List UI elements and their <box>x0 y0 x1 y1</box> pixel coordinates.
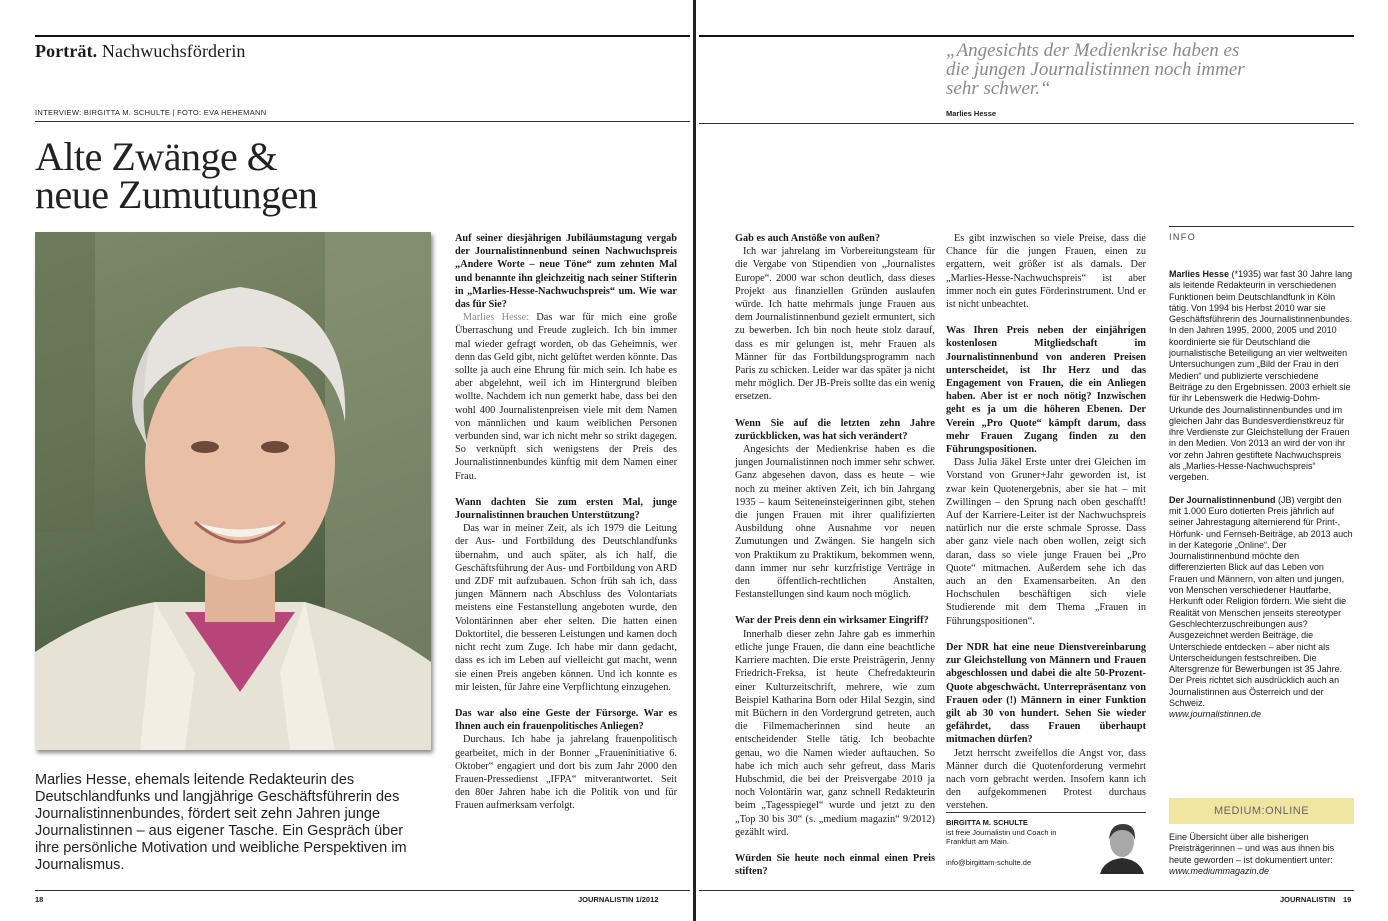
info-paragraph-1 <box>1169 269 1354 484</box>
footer-magazine-right: JOURNALISTIN <box>1280 895 1336 904</box>
pull-quote: „Angesichts der Medienkrise haben es die jungen Journalistinnen noch immer sehr schwer.“ <box>946 40 1245 99</box>
pull-quote-author: Marlies Hesse <box>946 109 997 118</box>
page-number-left: 18 <box>35 895 44 904</box>
paragraph-text: Gab es auch Anstöße von außen? <box>735 233 881 244</box>
quote-rule <box>699 123 1354 124</box>
medium-online-link[interactable]: www.mediummagazin.de <box>1169 865 1270 876</box>
interview-answer <box>735 443 935 601</box>
headline-line-2: neue Zumutungen <box>35 172 318 217</box>
paragraph-text: Würden Sie heute noch einmal einen Preis stiften? <box>735 852 935 878</box>
portrait-photo <box>35 232 431 750</box>
interview-question <box>455 232 677 311</box>
interview-answer <box>946 456 1146 628</box>
paragraph-text: Dass Julia Jäkel Erste unter drei Gleichen im Vorstand von Gruner+Jahr geworden ist, ist zwar kein Quotenergebnis, aber sie hat – mit Zwillingen – den Sprung nach oben geschafft! Auf der Karriere-Leiter ist der Nachwuchspreis natürlich nur die erste schmale Sprosse. Dass aber ganz viele nach oben wollen, zeigt sich daran, dass so viele junge Frauen bei „Pro Quote“ mitmachen. Außerdem sehe ich das auch an den Examensarbeiten. An den Hochschulen beschäftigen sich viele Studierende mit dem Thema „Frauen in Führungspositionen“. <box>946 457 1146 627</box>
info-rule <box>1169 226 1354 227</box>
paragraph-text: Innerhalb dieser zehn Jahre gab es immerhin etliche junge Frauen, die dann eine beachtliche Karriere machten. Die erste Preisträgerin, Jenny Friedrich-Freksa, ist heute Chefredakteurin einer Kulturzeitschrift, mehrere, wie zum Beispiel Katharina Born oder Hilal Sezgin, sind mit Büchern in den Vordergrund getreten, auch die Filmemacherinnen sind heute an entscheidender Stelle tätig. Ich beobachte genau, wo die Namen wieder auftauchen. So habe ich mich auch sehr gefreut, dass Maris Hubschmid, die bei der Preisvergabe 2010 ja noch Volontärin war, ganz schnell Redakteurin beim „Tagesspiegel“ wurde und jetzt zu den „Top 30 bis 30“ (s. „medium magazin“ 9/2012) gezählt wird. <box>735 628 935 838</box>
credits-line: INTERVIEW: BIRGITTA M. SCHULTE | FOTO: EVA HEHEMANN <box>35 108 267 117</box>
page-number-right: 19 <box>1343 895 1352 904</box>
interview-answer <box>455 733 677 812</box>
interview-question <box>735 614 935 627</box>
info-text <box>1169 269 1354 721</box>
interview-question <box>735 232 935 245</box>
medium-online-description: Eine Übersicht über alle bisherigen Preisträgerinnen – und was aus ihnen bis heute geworden – ist dokumentiert unter: <box>1169 832 1335 865</box>
info-p2-text: (JB) vergibt den mit 1.000 Euro dotierten Preis jährlich auf seiner Jahrestagung alternierend für Print-, Hörfunk- und Fernseh-Beiträge, ab 2013 auch in der Kategorie „Online“. Der Journalistinnenbund möchte den differenzierten Blick auf das Leben von Frauen und Männern, von alten und jungen, von Menschen verschiedener Hautfarbe, Herkunft oder Religion fördern. Wie sieht die Realität von Menschen jenseits stereotyper Geschlechterzuschreibungen aus? Ausgezeichnet werden Beiträge, die Unterschiede entdecken – aber nicht als Unterscheidungen festschreiben. Die Altersgrenze für Bewerbungen ist 35 Jahre. Der Preis richtet sich ausdrücklich auch an Journalistinnen aus Österreich und der Schweiz. <box>1169 494 1353 708</box>
paragraph-text: Das war für mich eine große Überraschung und Freude zugleich. Ich bin immer mal wieder gefragt worden, ob das Geheimnis, wer denn das Geld gibt, nicht gelüftet werden könnte. Das sollte ja auch eine Ehrung für mich sein. Ich habe es aber abgelehnt, weil ich im Hintergrund bleiben wollte. Nachdem ich nun gemerkt habe, dass bei den wohl 400 Journalistenpreisen viele mit dem Namen von männlichen und kaum weiblichen Personen verbunden sind, war ich nicht mehr so strikt dagegen. So verknüpft sich wenigstens der Preis des Journalistinnenbundes künftig mit dem Namen einer Frau. <box>455 312 677 482</box>
footer-magazine-left: JOURNALISTIN 1/2012 <box>578 895 659 904</box>
credits-rule <box>35 121 690 122</box>
medium-online-box: MEDIUM:ONLINE <box>1169 798 1354 824</box>
footer-rule-right <box>699 890 1354 891</box>
paragraph-text: Ich war jahrelang im Vorbereitungsteam für die Vergabe von Stipendien von „Journalistes Europe“. 2000 war schon deutlich, dass dieses Projekt aus finanziellen Gründen auslaufen würde. Ich hatte mehrmals junge Frauen aus dem Journalistinnenbund gezielt ermuntert, sich zu bewerben. Ich bin noch heute stolz darauf, dass es mir gelungen ist, mehr Frauen als Männer für das Fortbildungsprogramm nach Paris zu schicken. Leider war das später ja nicht mehr möglich. Der JB-Preis sollte das ein wenig ersetzen. <box>735 246 935 403</box>
interview-question <box>455 496 677 522</box>
interview-question <box>946 641 1146 747</box>
paragraph-text: Wann dachten Sie zum ersten Mal, junge Journalistinnen brauchen Unterstützung? <box>455 496 677 522</box>
paragraph-text: Es gibt inzwischen so viele Preise, dass die Chance für die jungen Frauen, einen zu ergattern, weit größer ist als damals. Der „Marlies-Hesse-Nachwuchspreis“ ist aber immer noch ein gutes Förderinstrument. Und er ist nicht unbeachtet. <box>946 233 1146 311</box>
info-p1-text: (*1935) war fast 30 Jahre lang als leitende Redakteurin in verschiedenen Funktionen beim Deutschlandfunk in Köln tätig. Von 1994 bis Herbst 2010 war sie Geschäftsführerin des Journalistinnenbundes. In den Jahren 1995, 2000, 2005 und 2010 koordinierte sie für Deutschland die journalistische Beteiligung an vier weltweiten Untersuchungen zum „Bild der Frau in den Medien“ und publizierte verschiedene Beiträge zu den Ergebnissen. 2003 erhielt sie für ihr Lebenswerk die Hedwig-Dohm-Urkunde des Journalistinnenbundes und im gleichen Jahr das Bundesverdienstkreuz für ihre Verdienste zur Gleichstellung der Frauen in den Medien. Von 2013 an wird der von ihr vor zehn Jahren gestiftete Nachwuchspreis als „Marlies-Hesse-Nachwuchspreis“ vergeben. <box>1169 269 1353 483</box>
interview-question <box>455 707 677 733</box>
info-p1-bold: Marlies Hesse <box>1169 269 1230 279</box>
interview-answer <box>946 232 1146 311</box>
article-column-1 <box>455 232 677 813</box>
paragraph-text: Jetzt herrscht zweifellos die Angst vor, dass Männer durch die Quotenforderung vermehrt nach vorn gebracht werden. Insofern kann ich den aufgekommenen Protest durchaus verstehen. <box>946 747 1146 812</box>
paragraph-text: Das war in meiner Zeit, als ich 1979 die Leitung der Aus- und Fortbildung des Deutschlandfunks übernahm, und auch später, als ich half, die Geschäftsführung der Aus- und Fortbildung von ARD und ZDF mit aufzubauen. Schon früh sah ich, dass jungen Männern nach Abschluss des Volontariats meistens eine Festanstellung angeboten wurde, den Volontärinnen aber eher selten. Die hatten einen Doktortitel, die besseren Leistungen und kamen doch nicht recht zum Zuge. Ich habe mir dann gedacht, dass es ich im Leben auf vielleicht gut macht, wenn sie einen Preis angeben können. Und ich konnte es mir leisten, für Jahre eine Verpflichtung einzugehen. <box>455 523 677 693</box>
paragraph-text: Was Ihren Preis neben der einjährigen kostenlosen Mitgliedschaft im Journalistinnenbund von anderen Preisen unterscheidet, ist Ihr Herz und das Engagement von Frauen, die ein Anliegen haben. Aber ist er noch nötig? Inzwischen geht es ja um die höheren Ebenen. Der Verein „Pro Quote“ kämpft darum, dass mehr Frauen Zugang finden zu den Führungspositionen. <box>946 325 1146 456</box>
author-email[interactable]: info@birgittam-schulte.de <box>946 858 1032 867</box>
interview-question <box>946 324 1146 456</box>
paragraph-text: War der Preis denn ein wirksamer Eingriff? <box>735 615 929 627</box>
medium-online-text <box>1169 832 1354 877</box>
info-heading: INFO <box>1169 232 1197 242</box>
footer-rule-left <box>35 890 690 891</box>
interview-answer <box>735 628 935 839</box>
headline-line-1: Alte Zwänge & <box>35 134 278 179</box>
paragraph-text: Der NDR hat eine neue Dienstvereinbarung zur Gleichstellung von Männern und Frauen abgeschlossen und dabei die alte 50-Prozent-Quote abgeschwächt. Unterrepräsentanz von Frauen oder (!) Männern in einer Funktion gilt ab 30 von hundert. Sehen Sie wieder gefährdet, dass Frauen überhaupt mitmachen dürfen? <box>946 641 1146 746</box>
interview-question <box>735 417 935 443</box>
article-column-3 <box>946 232 1146 813</box>
headline <box>35 134 318 217</box>
interview-answer <box>455 522 677 694</box>
author-photo <box>1096 818 1148 874</box>
interview-question <box>735 852 935 878</box>
author-name: BIRGITTA M. SCHULTE <box>946 818 1028 827</box>
page-gutter <box>693 0 696 921</box>
paragraph-text: Auf seiner diesjährigen Jubiläumstagung vergab der Journalistinnenbund seinen Nachwuchspreis „Andere Worte – neue Töne“ zum zehnten Mal und benannte ihn gleichzeitig nach seiner Stifterin in „Marlies-Hesse-Nachwuchspreis“ um. Wie war das für Sie? <box>455 233 677 311</box>
top-rule-left <box>35 35 690 37</box>
speaker-label: Marlies Hesse: <box>463 312 530 324</box>
author-rule <box>946 812 1146 813</box>
paragraph-text: Durchaus. Ich habe ja jahrelang frauenpolitisch gearbeitet, mich in der Bonner „Fraueninitiative 6. Oktober“ engagiert und dort bis zum Jahr 2000 den Frauen-Pressedienst „IFPA“ mitverantwortet. Seit den 80er Jahren habe ich die Politik von und für Frauen aufmerksam verfolgt. <box>455 734 677 812</box>
paragraph-text: Angesichts der Medienkrise haben es die jungen Journalistinnen noch immer sehr schwer. Ganz abgesehen davon, dass es heute – wie noch zu meiner aktiven Zeit, ich bin Jahrgang 1935 – kaum Seiteneinsteigerinnen gibt, stehen die jungen Frauen mit ihrer qualifizierten Ausbildung ohne Ausnahme vor neuen Zumutungen und Zwängen. Sie hangeln sich von Praktikum zu Praktikum, bekommen wenn, dann immer nur sehr kurzfristige Verträge in den öffentlich-rechtlichen Anstalten, Festanstellungen sind kaum noch möglich. <box>735 444 935 601</box>
interview-answer <box>946 747 1146 813</box>
subsection-label: Nachwuchsförderin <box>101 41 246 61</box>
article-column-2 <box>735 232 935 878</box>
paragraph-text: Wenn Sie auf die letzten zehn Jahre zurückblicken, was hat sich verändert? <box>735 417 935 442</box>
section-kicker <box>35 41 246 62</box>
author-bio: ist freie Journalistin und Coach in Frankfurt am Main. <box>946 827 1057 847</box>
info-link[interactable]: www.journalistinnen.de <box>1169 709 1262 720</box>
portrait-illustration <box>35 232 431 750</box>
interview-answer <box>735 245 935 403</box>
interview-answer <box>455 311 677 483</box>
author-info <box>946 818 1086 847</box>
section-label: Porträt. <box>35 41 98 61</box>
teaser-text: Marlies Hesse, ehemals leitende Redakteurin des Deutschlandfunks und langjährige Geschäftsführerin des Journalistinnenbundes, fördert seit zehn Jahren junge Journalistinnen – aus eigener Tasche. Ein Gespräch über ihre persönliche Motivation und weibliche Perspektiven im Journalismus. <box>35 772 407 873</box>
paragraph-text: Das war also eine Geste der Fürsorge. War es Ihnen auch ein frauenpolitisches Anliegen? <box>455 707 677 733</box>
top-rule-right <box>699 35 1354 37</box>
info-paragraph-2 <box>1169 495 1354 710</box>
info-p2-bold: Der Journalistinnenbund <box>1169 494 1276 505</box>
